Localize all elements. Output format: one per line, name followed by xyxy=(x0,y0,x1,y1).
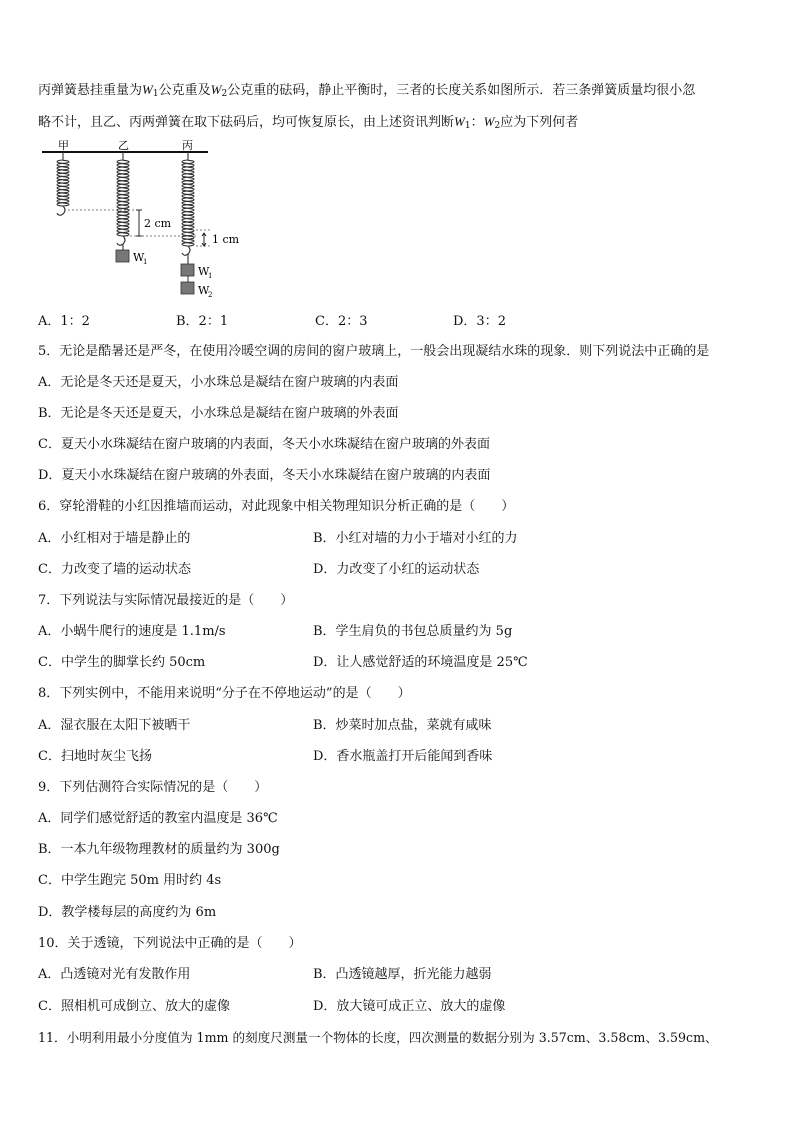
w2-symbol: W xyxy=(210,82,222,97)
q10-option-a: A．凸透镜对光有发散作用 xyxy=(38,967,191,982)
ratio-colon: ： xyxy=(470,115,484,130)
q6-option-a: A．小红相对于墙是静止的 xyxy=(38,531,191,546)
label-bing: 丙 xyxy=(182,139,193,152)
mass-w1-yi xyxy=(116,250,129,262)
q10-option-c: C．照相机可成倒立、放大的虚像 xyxy=(38,999,230,1014)
spring-diagram xyxy=(36,138,266,308)
q9-option-d: D．教学楼每层的高度约为 6m xyxy=(38,905,217,920)
mass-w1-yi-label: W xyxy=(133,251,145,264)
q9-stem: 9．下列估测符合实际情况的是（ ） xyxy=(38,780,268,795)
q10-option-d: D．放大镜可成正立、放大的虚像 xyxy=(313,999,506,1014)
q7-option-a: A．小蜗牛爬行的速度是 1.1m/s xyxy=(38,624,226,639)
dimension-1cm xyxy=(202,233,206,246)
label-jia: 甲 xyxy=(58,139,69,152)
q4-text-a: 丙弹簧悬挂重量为 xyxy=(38,83,143,98)
spring-yi xyxy=(117,152,129,250)
q7-option-b: B．学生肩负的书包总质量约为 5g xyxy=(313,624,513,639)
q7-option-c: C．中学生的脚掌长约 50cm xyxy=(38,655,206,670)
q10-stem: 10．关于透镜，下列说法中正确的是（ ） xyxy=(38,936,302,951)
spring-jia xyxy=(57,152,69,215)
q4-stem-line-1 xyxy=(38,80,695,104)
q9-option-b: B．一本九年级物理教材的质量约为 300g xyxy=(38,842,280,857)
w2-symbol: W xyxy=(483,114,495,129)
w1-symbol: W xyxy=(454,114,465,129)
q4-option-d: D．3：2 xyxy=(453,314,506,329)
q10-option-b: B．凸透镜越厚，折光能力越弱 xyxy=(313,967,492,982)
q4-text-d: 略不计，且乙、丙两弹簧在取下砝码后，均可恢复原长，由上述资讯判断 xyxy=(38,115,455,130)
q6-stem: 6．穿轮滑鞋的小红因推墙而运动，对此现象中相关物理知识分析正确的是（ ） xyxy=(38,499,515,514)
q5-option-c: C．夏天小水珠凝结在窗户玻璃的内表面，冬天小水珠凝结在窗户玻璃的外表面 xyxy=(38,437,490,452)
w2-subscript: 2 xyxy=(494,121,501,131)
spring-bing xyxy=(182,152,194,264)
dim-2cm-label: 2 cm xyxy=(144,217,172,230)
q11-stem: 11．小明利用最小分度值为 1mm 的刻度尺测量一个物体的长度，四次测量的数据分别为 3.57cm、3.58cm、3.59cm、 xyxy=(38,1030,718,1045)
q5-option-b: B．无论是冬天还是夏天，小水珠总是凝结在窗户玻璃的外表面 xyxy=(38,406,399,421)
q4-text-b: 公克重及 xyxy=(158,83,211,98)
q5-option-a: A．无论是冬天还是夏天，小水珠总是凝结在窗户玻璃的内表面 xyxy=(38,375,399,390)
q4-text-e: 应为下列何者 xyxy=(500,115,579,130)
q4-option-c: C．2：3 xyxy=(315,314,368,329)
mass-w1-bing-sub: 1 xyxy=(208,272,213,280)
q4-stem-line-2 xyxy=(38,112,578,136)
q9-option-c: C．中学生跑完 50m 用时约 4s xyxy=(38,873,222,888)
mass-w1-bing xyxy=(181,264,194,276)
q5-stem: 5．无论是酷暑还是严冬，在使用冷暖空调的房间的窗户玻璃上，一般会出现凝结水珠的现象．则下列说法中正确的是 xyxy=(38,344,710,359)
q8-stem: 8．下列实例中，不能用来说明“分子在不停地运动”的是（ ） xyxy=(38,686,411,701)
mass-w2-bing-label: W xyxy=(198,284,210,297)
mass-w2-bing-sub: 2 xyxy=(208,291,213,299)
q6-option-b: B．小红对墙的力小于墙对小红的力 xyxy=(313,531,518,546)
mass-w2-bing xyxy=(181,282,194,294)
q5-option-d: D．夏天小水珠凝结在窗户玻璃的外表面，冬天小水珠凝结在窗户玻璃的内表面 xyxy=(38,468,491,483)
dimension-2cm xyxy=(136,210,142,236)
q7-stem: 7．下列说法与实际情况最接近的是（ ） xyxy=(38,593,294,608)
label-yi: 乙 xyxy=(118,139,129,152)
q7-option-d: D．让人感觉舒适的环境温度是 25℃ xyxy=(313,655,528,670)
q6-option-c: C．力改变了墙的运动状态 xyxy=(38,562,191,577)
q8-option-c: C．扫地时灰尘飞扬 xyxy=(38,749,152,764)
mass-w1-yi-sub: 1 xyxy=(143,258,148,266)
w1-subscript: 1 xyxy=(152,89,159,99)
dim-1cm-label: 1 cm xyxy=(212,233,240,246)
q4-option-a: A．1：2 xyxy=(38,314,90,329)
q9-option-a: A．同学们感觉舒适的教室内温度是 36℃ xyxy=(38,811,278,826)
q8-option-a: A．湿衣服在太阳下被晒干 xyxy=(38,718,191,733)
q4-option-b: B．2：1 xyxy=(176,314,229,329)
w1-symbol: W xyxy=(142,82,153,97)
w1-subscript: 1 xyxy=(464,121,471,131)
q6-option-d: D．力改变了小红的运动状态 xyxy=(313,562,480,577)
mass-w1-bing-label: W xyxy=(198,265,210,278)
q4-text-c: 公克重的砝码，静止平衡时，三者的长度关系如图所示．若三条弹簧质量均很小忽 xyxy=(227,83,696,98)
q8-option-d: D．香水瓶盖打开后能闻到香味 xyxy=(313,749,493,764)
q8-option-b: B．炒菜时加点盐，菜就有咸味 xyxy=(313,718,492,733)
w2-subscript: 2 xyxy=(221,89,228,99)
